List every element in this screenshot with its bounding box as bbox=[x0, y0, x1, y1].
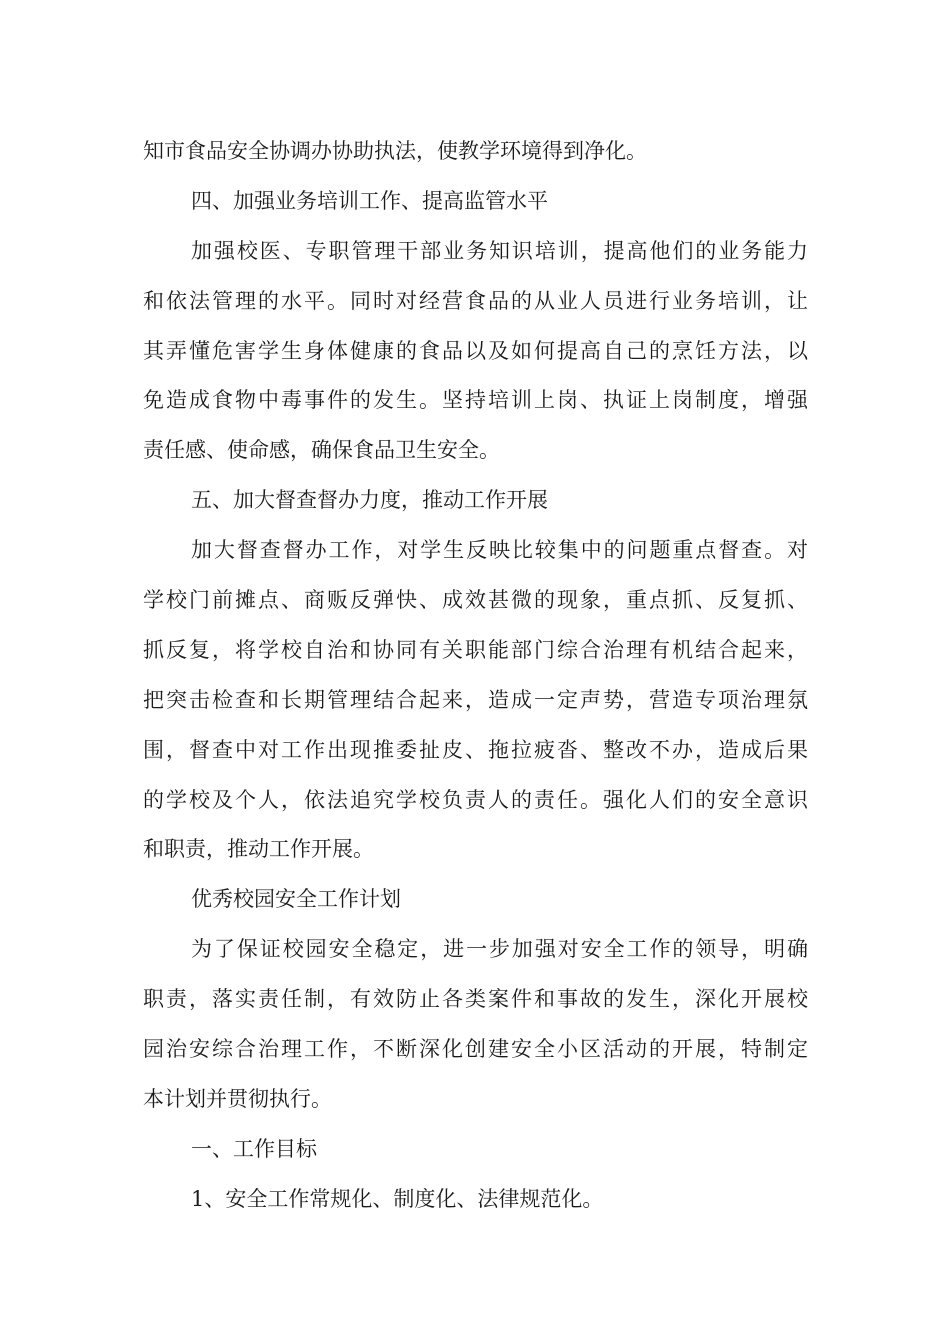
paragraph-line: 和职责，推动工作开展。 bbox=[143, 837, 374, 862]
list-item: 1、安全工作常规化、制度化、法律规范化。 bbox=[191, 1186, 604, 1211]
paragraph-line: 学校门前摊点、商贩反弹快、成效甚微的现象，重点抓、反复抓、 bbox=[143, 588, 808, 613]
paragraph-line: 把突击检查和长期管理结合起来，造成一定声势，营造专项治理氛 bbox=[143, 687, 808, 712]
paragraph-line: 知市食品安全协调办协助执法，使教学环境得到净化。 bbox=[143, 139, 647, 163]
paragraph-line: 本计划并贯彻执行。 bbox=[143, 1086, 332, 1111]
paragraph-line: 抓反复，将学校自治和协同有关职能部门综合治理有机结合起来， bbox=[143, 637, 808, 662]
section-heading: 四、加强业务培训工作、提高监管水平 bbox=[191, 188, 548, 213]
paragraph-line: 职责，落实责任制，有效防止各类案件和事故的发生，深化开展校 bbox=[143, 987, 808, 1012]
document-title: 优秀校园安全工作计划 bbox=[191, 887, 401, 912]
document-body bbox=[143, 127, 808, 1225]
paragraph-line: 其弄懂危害学生身体健康的食品以及如何提高自己的烹饪方法，以 bbox=[143, 338, 808, 363]
paragraph-line: 加强校医、专职管理干部业务知识培训，提高他们的业务能力 bbox=[191, 238, 808, 263]
paragraph-line: 的学校及个人，依法追究学校负责人的责任。强化人们的安全意识 bbox=[143, 787, 808, 812]
paragraph-line: 为了保证校园安全稳定，进一步加强对安全工作的领导，明确 bbox=[191, 937, 808, 962]
paragraph-line: 园治安综合治理工作，不断深化创建安全小区活动的开展，特制定 bbox=[143, 1037, 808, 1062]
section-heading: 五、加大督查督办力度，推动工作开展 bbox=[191, 488, 548, 513]
paragraph-line: 和依法管理的水平。同时对经营食品的从业人员进行业务培训，让 bbox=[143, 288, 808, 313]
paragraph-line: 加大督查督办工作，对学生反映比较集中的问题重点督查。对 bbox=[191, 538, 808, 563]
paragraph-line: 围，督查中对工作出现推委扯皮、拖拉疲沓、整改不办，造成后果 bbox=[143, 737, 808, 762]
paragraph-line: 责任感、使命感，确保食品卫生安全。 bbox=[143, 438, 500, 463]
paragraph-line: 免造成食物中毒事件的发生。坚持培训上岗、执证上岗制度，增强 bbox=[143, 388, 808, 413]
section-heading: 一、工作目标 bbox=[191, 1136, 317, 1161]
